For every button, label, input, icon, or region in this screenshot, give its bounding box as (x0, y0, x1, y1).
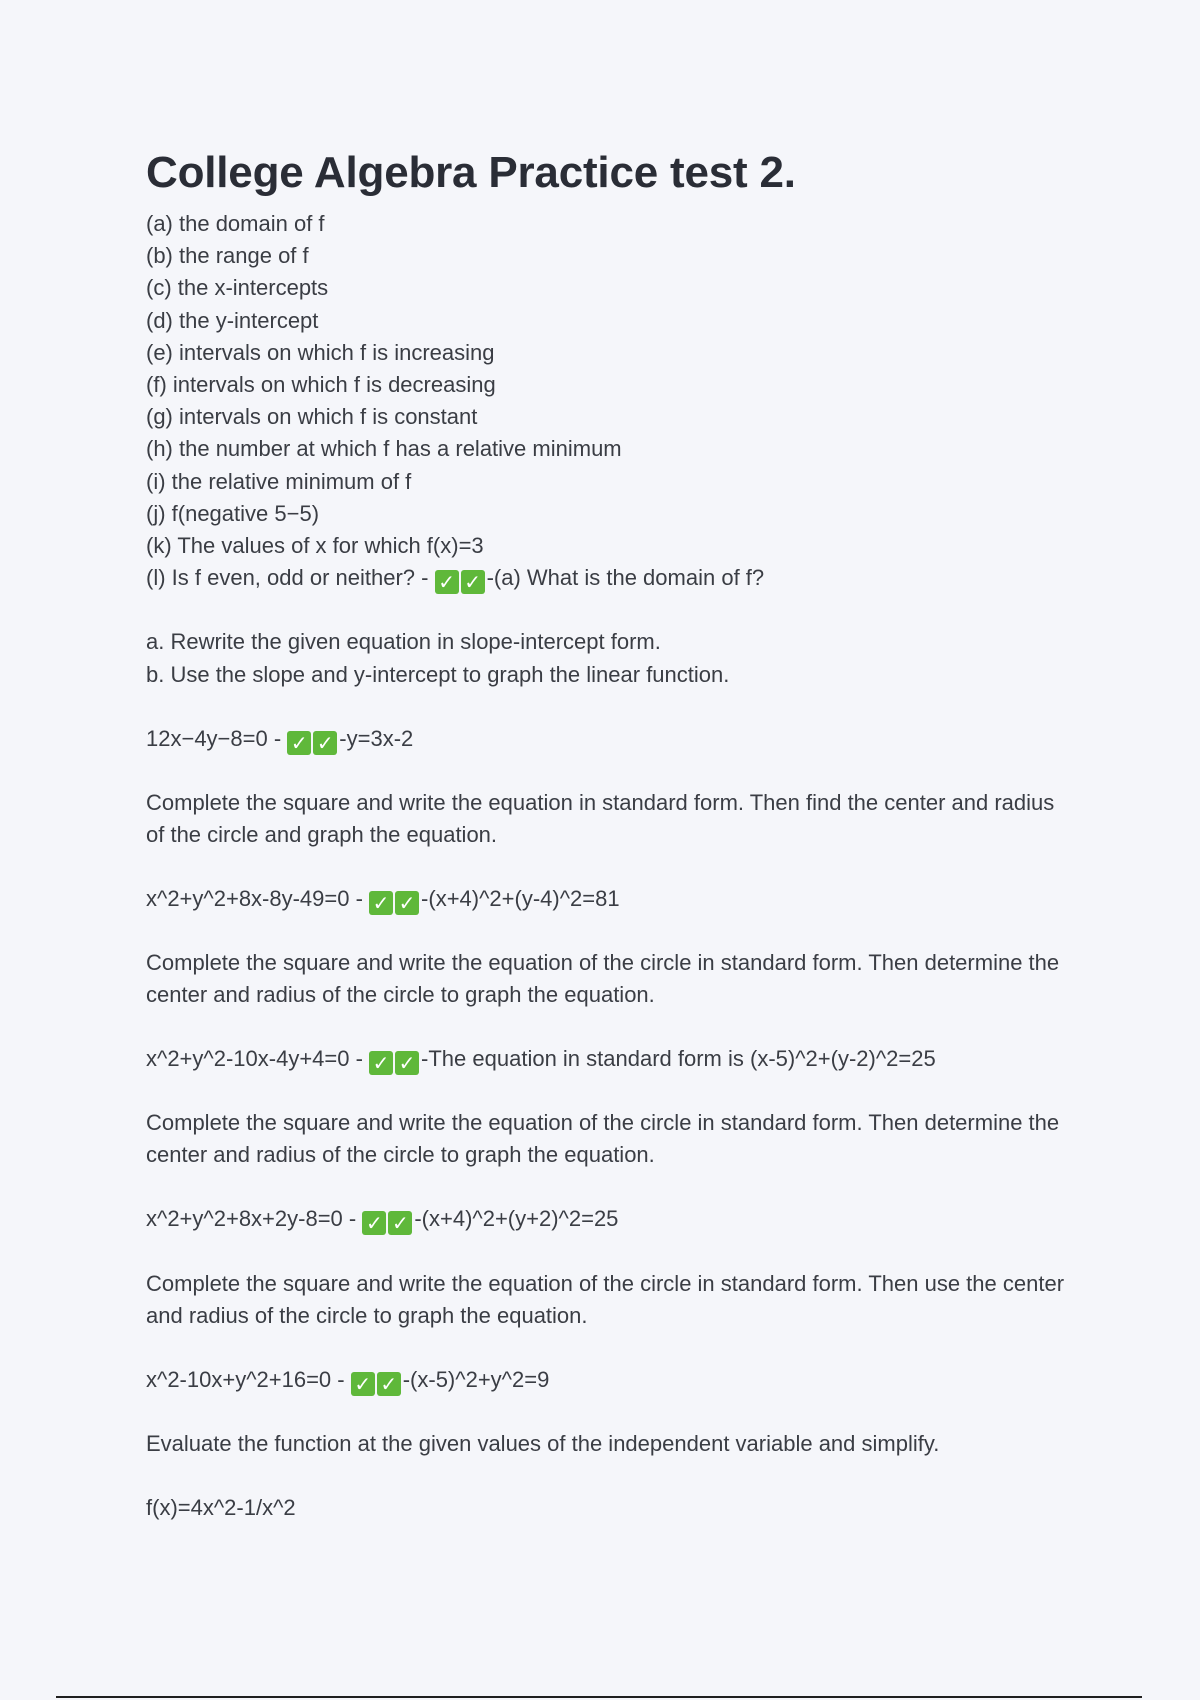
equation-line (146, 1203, 1066, 1235)
equation-text: 12x−4y−8=0 - (146, 725, 288, 751)
checkmark-icon: ✓ (435, 570, 459, 594)
question-7-prompt: Evaluate the function at the given values of the independent variable and simplify. (146, 1430, 940, 1456)
list-item: (h) the number at which f has a relative minimum (146, 436, 622, 462)
question-6-prompt: Complete the square and write the equation of the circle in standard form. Then use the center and radius of the circle to graph the equation. (146, 1270, 1065, 1328)
bottom-divider (56, 1696, 1142, 1698)
instruction-line: b. Use the slope and y-intercept to graph the linear function. (146, 661, 730, 687)
equation-text: x^2+y^2-10x-4y+4=0 - (146, 1046, 370, 1072)
equation-text: x^2+y^2+8x+2y-8=0 - (146, 1206, 363, 1232)
equation-text: x^2-10x+y^2+16=0 - (146, 1366, 351, 1392)
document-page (146, 148, 1066, 1524)
list-item-with-answer (146, 562, 1066, 594)
checkmark-icon: ✓ (388, 1211, 412, 1235)
answer-text: -y=3x-2 (339, 725, 414, 751)
equation-line (146, 1364, 1066, 1396)
equation-text: x^2+y^2+8x-8y-49=0 - (146, 886, 370, 912)
answer-text: -(a) What is the domain of f? (486, 565, 765, 591)
checkmark-icon: ✓ (377, 1372, 401, 1396)
list-item: (k) The values of x for which f(x)=3 (146, 533, 484, 559)
checkmark-icon: ✓ (369, 1051, 393, 1075)
instruction-line: a. Rewrite the given equation in slope-intercept form. (146, 629, 661, 655)
checkmark-icon: ✓ (313, 731, 337, 755)
equation-line (146, 1043, 1066, 1075)
equation-line (146, 723, 1066, 755)
equation-text: f(x)=4x^2-1/x^2 (146, 1494, 296, 1520)
page-title: College Algebra Practice test 2. (146, 148, 796, 197)
list-item: (d) the y-intercept (146, 307, 319, 333)
list-item: (j) f(negative 5−5) (146, 500, 320, 526)
question-5-prompt: Complete the square and write the equation of the circle in standard form. Then determine the center and radius of the circle to graph the equation. (146, 1110, 1060, 1168)
answer-text: -(x-5)^2+y^2=9 (402, 1366, 550, 1392)
list-item: (e) intervals on which f is increasing (146, 339, 495, 365)
question-2 (146, 626, 1066, 690)
question-1 (146, 208, 1066, 594)
checkmark-icon: ✓ (362, 1211, 386, 1235)
checkmark-icon: ✓ (395, 1051, 419, 1075)
checkmark-icon: ✓ (461, 570, 485, 594)
list-item: (b) the range of f (146, 243, 309, 269)
question-4-prompt: Complete the square and write the equation of the circle in standard form. Then determine the center and radius of the circle to graph the equation. (146, 950, 1060, 1008)
equation-line (146, 883, 1066, 915)
question-3-prompt: Complete the square and write the equation in standard form. Then find the center and radius of the circle and graph the equation. (146, 790, 1055, 848)
list-item: (g) intervals on which f is constant (146, 404, 478, 430)
checkmark-icon: ✓ (395, 891, 419, 915)
list-item: (i) the relative minimum of f (146, 468, 412, 494)
checkmark-icon: ✓ (287, 731, 311, 755)
equation-line (146, 1492, 1066, 1524)
question-text: (l) Is f even, odd or neither? - (146, 565, 435, 591)
list-item: (f) intervals on which f is decreasing (146, 372, 496, 398)
list-item: (c) the x-intercepts (146, 275, 329, 301)
answer-text: -(x+4)^2+(y+2)^2=25 (414, 1206, 619, 1232)
answer-text: -The equation in standard form is (x-5)^2+(y-2)^2=25 (421, 1046, 936, 1072)
list-item: (a) the domain of f (146, 211, 325, 236)
checkmark-icon: ✓ (351, 1372, 375, 1396)
answer-text: -(x+4)^2+(y-4)^2=81 (421, 886, 620, 912)
checkmark-icon: ✓ (369, 891, 393, 915)
